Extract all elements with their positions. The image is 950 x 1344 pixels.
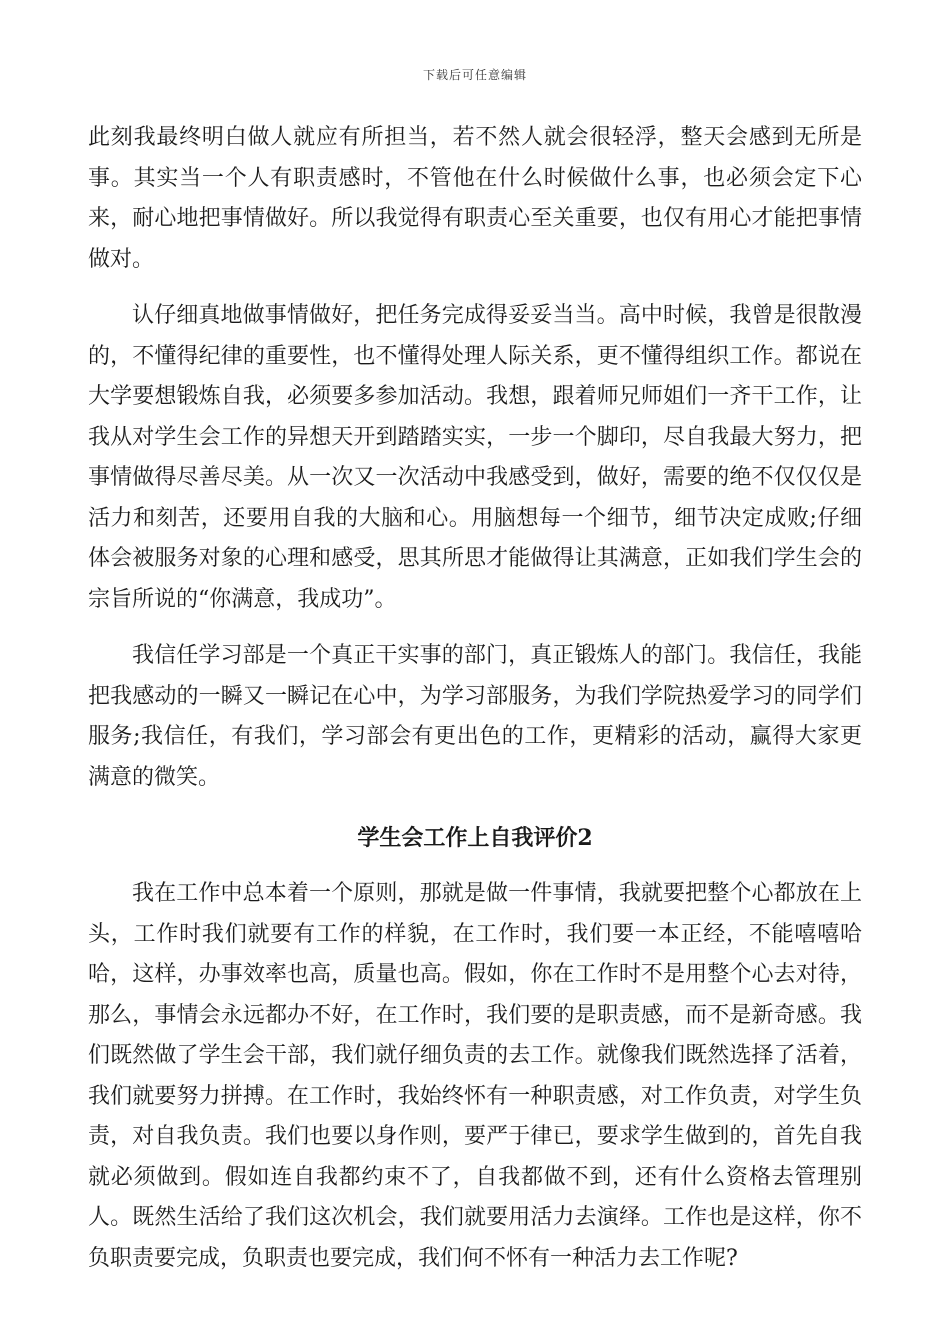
page-header-note: 下载后可任意编辑 (422, 68, 527, 82)
document-body (88, 118, 862, 1279)
body-paragraph-3: 我信任学习部是一个真正干实事的部门，真正锻炼人的部门。我信任，我能把我感动的一瞬又一瞬记在心中，为学习部服务，为我们学院热爱学习的同学们服务;我信任，有我们，学习部会有更出色的工作，更精彩的活动，赢得大家更满意的微笑。 (88, 643, 862, 790)
body-paragraph-2: 认仔细真地做事情做好，把任务完成得妥妥当当。高中时候，我曾是很散漫的，不懂得纪律的重要性，也不懂得处理人际关系，更不懂得组织工作。都说在大学要想锻炼自我，必须要多参加活动。我想，跟着师兄师姐们一齐干工作，让我从对学生会工作的异想天开到踏踏实实，一步一个脚印，尽自我最大努力，把事情做得尽善尽美。从一次又一次活动中我感受到，做好，需要的绝不仅仅仅是活力和刻苦，还要用自我的大脑和心。用脑想每一个细节，细节决定成败;仔细体会被服务对象的心理和感受，思其所思才能做得让其满意，正如我们学生会的宗旨所说的“你满意，我成功”。 (88, 303, 862, 612)
body-paragraph-1: 此刻我最终明白做人就应有所担当，若不然人就会很轻浮，整天会感到无所是事。其实当一个人有职责感时，不管他在什么时候做什么事，也必须会定下心来，耐心地把事情做好。所以我觉得有职责心至关重要，也仅有用心才能把事情做对。 (88, 125, 862, 272)
section-paragraph: 我在工作中总本着一个原则，那就是做一件事情，我就要把整个心都放在上头，工作时我们就要有工作的样貌，在工作时，我们要一本正经，不能嘻嘻哈哈，这样，办事效率也高，质量也高。假如，你在工作时不是用整个心去对待，那么，事情会永远都办不好，在工作时，我们要的是职责感，而不是新奇感。我们既然做了学生会干部，我们就仔细负责的去工作。就像我们既然选择了活着，我们就要努力拼搏。在工作时，我始终怀有一种职责感，对工作负责，对学生负责，对自我负责。我们也要以身作则，要严于律已，要求学生做到的，首先自我就必须做到。假如连自我都约束不了，自我都做不到，还有什么资格去管理别人。既然生活给了我们这次机会，我们就要用活力去演绎。工作也是这样，你不负职责要完成，负职责也要完成，我们何不怀有一种活力去工作呢? (88, 881, 862, 1271)
section-title: 学生会工作上自我评价2 (357, 825, 593, 851)
